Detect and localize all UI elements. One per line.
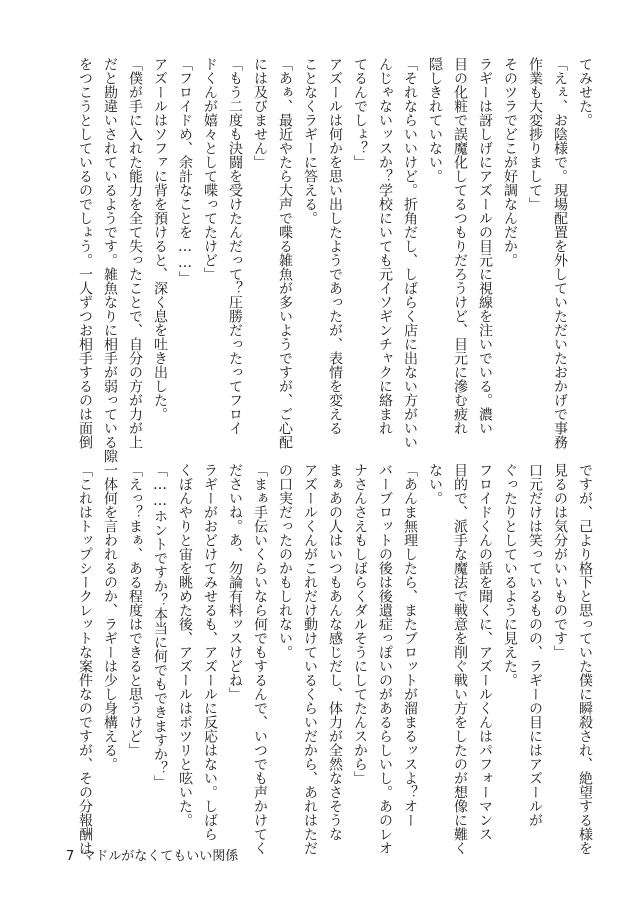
text-line: ことなくラギーに答える。 [302, 57, 318, 225]
text-line: 目の化粧で誤魔化してるつもりだろうけど、目元に滲む疲れ [452, 57, 468, 435]
text-line: んじゃないッスか？学校にいても元イソギンチャクに絡まれ [377, 57, 393, 435]
text-line: アズールはソファに背を預けると、深く息を吐き出した。 [152, 57, 168, 421]
text-line: 「これはトップシークレットな案件なのですが、その分報酬は [77, 463, 93, 855]
text-line: バーブロットの後は後遺症っぽいのがあるらしいし。あのレオ [377, 463, 393, 855]
text-line: ださいね。あ、勿論有料ッスけどね」 [227, 463, 243, 701]
text-line: 一体何を言われるのか、ラギーは少し身構える。 [102, 463, 118, 771]
text-line: をつこうとしているのでしょう。一人ずつお相手するのは面倒 [77, 57, 93, 449]
text-line: 「えぇ、お陰様で。現場配置を外していただいたおかげで事務 [552, 57, 568, 449]
text-line: まぁあの人はいつもあんな感じだし、体力が全然なさそうな [327, 463, 343, 841]
text-line: 「まぁ手伝いくらいなら何でもするんで、いつでも声かけてく [252, 463, 268, 855]
text-line: ぐったりとしているように見えた。 [502, 463, 518, 687]
text-line: ドくんが嬉々として喋ってたけど」 [202, 57, 218, 281]
text-block-upper [77, 57, 597, 463]
text-line: アズールは何かを思い出したようであったが、表情を変える [327, 57, 343, 435]
text-line: 「もう二度も決闘を受けたんだって？圧勝だったってフロイ [227, 57, 243, 435]
text-line: には及びません」 [252, 57, 268, 169]
text-line: てみせた。 [577, 57, 593, 127]
text-line: そのツラでどこが好調なんだか。 [502, 57, 518, 267]
text-line: てるんでしょ？」 [352, 57, 368, 169]
text-line: くぼんやりと宙を眺めた後、アズールはポツリと呟いた。 [177, 463, 193, 827]
text-line: ですが、己より格下と思っていた僕に瞬殺され、絶望する様を [577, 463, 593, 855]
text-line: 「……ホントですか？本当に何でもできますか？」 [152, 463, 168, 789]
text-line: 「僕が手に入れた能力を全て失ったことで、自分の方が力が上 [127, 57, 143, 449]
book-title: マドルがなくてもいい関係 [82, 849, 239, 864]
text-line: の口実だったのかもしれない。 [277, 463, 293, 659]
text-line: 目的で、派手な魔法で戦意を削ぐ戦い方をしたのが想像に難く [452, 463, 468, 855]
text-line: ラギーがおどけてみせるも、アズールに反応はない。しばら [202, 463, 218, 841]
text-line: ラギーは訝しげにアズールの目元に視線を注いでいる。濃い [477, 57, 493, 435]
text-line: ない。 [427, 463, 443, 505]
text-line: フロイドくんの話を聞くに、アズールくんはパフォーマンス [477, 463, 493, 841]
text-line: 口元だけは笑っているものの、ラギーの目にはアズールが [527, 463, 543, 827]
text-line: 「それならいいけど。折角だし、しばらく店に出ない方がいい [402, 57, 418, 449]
text-line: 「あぁ、最近やたら大声で喋る雑魚が多いようですが、ご心配 [277, 57, 293, 449]
text-line: ナさんさえもしばらくダルそうにしてたんスから」 [352, 463, 368, 785]
page-footer [66, 845, 238, 864]
page-number: 7 [66, 849, 75, 864]
text-line: 作業も大変捗りまして」 [527, 57, 543, 211]
text-line: 「あんま無理したら、またブロットが溜まるッスよ？オー [402, 463, 418, 827]
text-line: 隠しきれていない。 [427, 57, 443, 183]
text-line: アズールくんがこれだけ動けているくらいだから、あれはただ [302, 463, 318, 855]
text-line: 「えっ？まぁ、ある程度はできると思うけど」 [127, 463, 143, 757]
text-line: 「フロイドめ、余計なことを……」 [177, 57, 193, 285]
text-line: 見るのは気分がいいものです」 [552, 463, 568, 659]
text-line: だと勘違いされているようです。雑魚なりに相手が弱っている隙 [102, 57, 118, 463]
text-block-lower [77, 463, 597, 855]
